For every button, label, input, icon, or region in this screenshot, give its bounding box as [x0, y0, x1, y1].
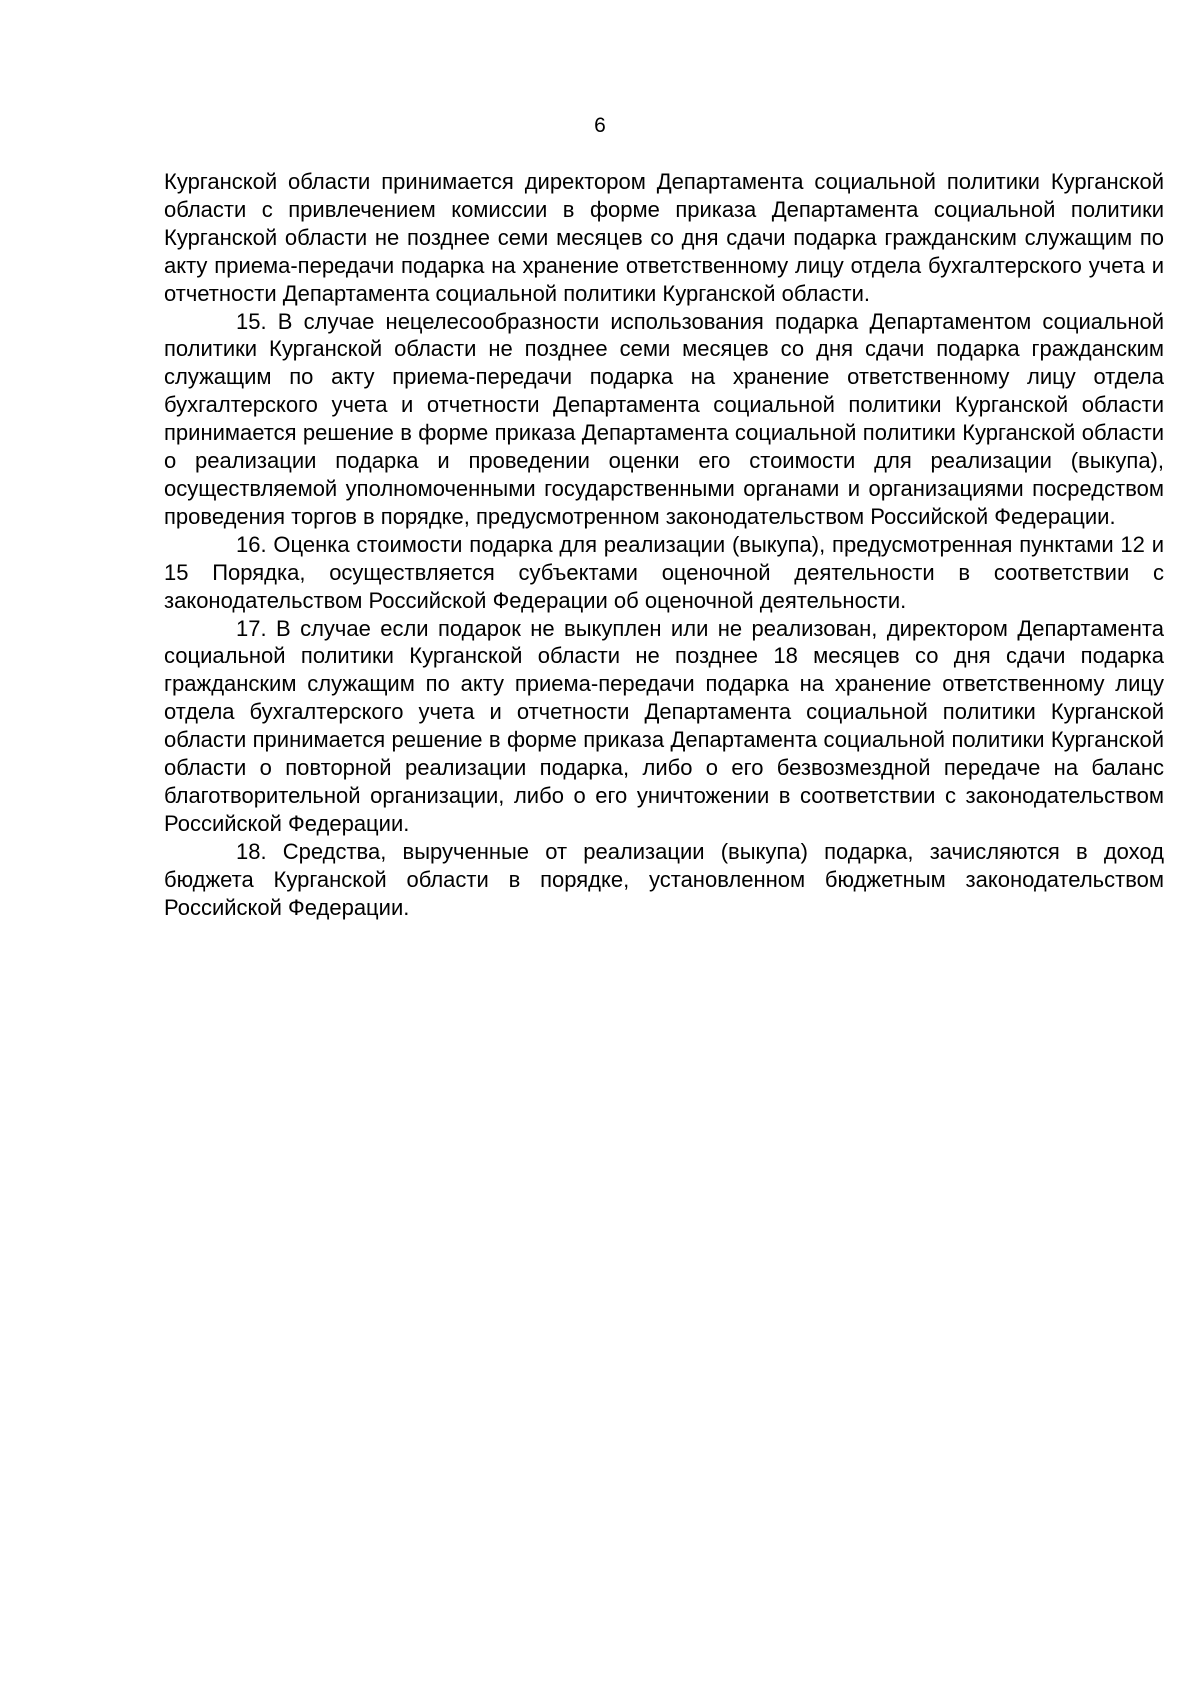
- paragraph-17: 17. В случае если подарок не выкуплен или не реализован, директором Департамента социальной политики Курганской области не позднее 18 месяцев со дня сдачи подарка гражданским служащим по акту приема-передачи подарка на хранение ответственному лицу отдела бухгалтерского учета и отчетности Департамента социальной политики Курганской области принимается решение в форме приказа Департамента социальной политики Курганской области о повторной реализации подарка, либо о его безвозмездной передаче на баланс благотворительной организации, либо о его уничтожении в соответствии с законодательством Российской Федерации.: [164, 615, 1164, 836]
- paragraph-18: 18. Средства, вырученные от реализации (выкупа) подарка, зачисляются в доход бюджета Курганской области в порядке, установленном бюджетным законодательством Российской Федерации.: [164, 838, 1164, 920]
- paragraph-15: 15. В случае нецелесообразности использования подарка Департаментом социальной политики Курганской области не позднее семи месяцев со дня сдачи подарка гражданским служащим по акту приема-передачи подарка на хранение ответственному лицу отдела бухгалтерского учета и отчетности Департамента социальной политики Курганской области принимается решение в форме приказа Департамента социальной политики Курганской области о реализации подарка и проведении оценки его стоимости для реализации (выкупа), осуществляемой уполномоченными государственными органами и организациями посредством проведения торгов в порядке, предусмотренном законодательством Российской Федерации.: [164, 308, 1164, 529]
- paragraph-14-continuation: Курганской области принимается директором Департамента социальной политики Курганской области с привлечением комиссии в форме приказа Департамента социальной политики Курганской области не позднее семи месяцев со дня сдачи подарка гражданским служащим по акту приема-передачи подарка на хранение ответственному лицу отдела бухгалтерского учета и отчетности Департамента социальной политики Курганской области.: [164, 169, 1164, 306]
- document-body: [164, 168, 1164, 921]
- page-number: 6: [594, 114, 606, 137]
- paragraph-16: 16. Оценка стоимости подарка для реализации (выкупа), предусмотренная пунктами 12 и 15 Порядка, осуществляется субъектами оценочной деятельности в соответствии с законодательством Российской Федерации об оценочной деятельности.: [164, 531, 1164, 613]
